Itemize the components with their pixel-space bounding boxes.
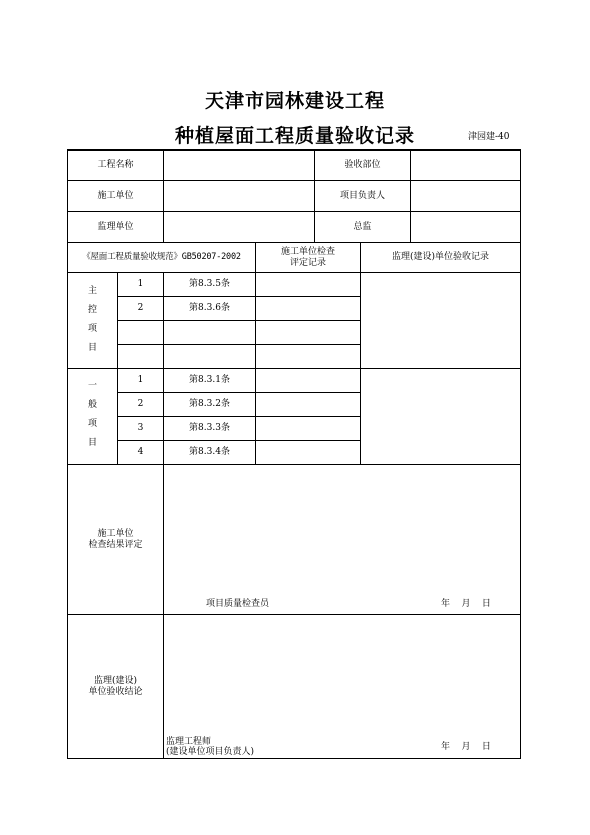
general-row-2-no: 2 (137, 399, 144, 409)
general-row-4-check[interactable] (256, 441, 360, 464)
construction-check-header: 施工单位检查 评定记录 (280, 246, 335, 268)
supervisor-result-area[interactable] (164, 615, 520, 733)
chief-supervisor-field[interactable] (411, 212, 520, 242)
general-row-4-no: 4 (137, 447, 144, 457)
general-row-3-no: 3 (137, 423, 144, 433)
main-row-1-no: 1 (137, 279, 144, 289)
main-row-3-no (118, 321, 163, 344)
construction-result-label: 施工单位 检查结果评定 (88, 528, 143, 550)
main-row-1-clause: 第8.3.5条 (189, 279, 230, 289)
quality-inspector-label: 项目质量检查员 (206, 599, 270, 609)
form-subtitle: 种植屋面工程质量验收记录 (174, 125, 415, 147)
acceptance-part-field[interactable] (411, 151, 520, 180)
constructor-label: 施工单位 (97, 190, 134, 201)
general-row-2-check[interactable] (256, 393, 360, 416)
project-name-field[interactable] (164, 151, 314, 180)
acceptance-part-label: 验收部位 (344, 160, 381, 170)
chief-supervisor-label: 总监 (353, 221, 372, 232)
general-row-1-clause: 第8.3.1条 (189, 375, 230, 385)
general-label: 一 般 项 目 (87, 381, 97, 448)
general-row-4-clause: 第8.3.4条 (189, 447, 230, 457)
main-row-2-check[interactable] (256, 297, 360, 320)
construction-result-area[interactable] (164, 465, 520, 595)
project-manager-label: 项目负责人 (339, 190, 385, 201)
project-name-label: 工程名称 (97, 160, 134, 170)
main-supervisor-record[interactable] (361, 273, 520, 368)
general-row-1-no: 1 (137, 375, 144, 385)
main-row-1-check[interactable] (256, 273, 360, 296)
supervision-engineer-label: 监理工程师 (建设单位项目负责人) (166, 737, 255, 757)
form-code: 津园建-40 (468, 132, 510, 142)
main-row-2-no: 2 (137, 303, 144, 313)
general-row-3-check[interactable] (256, 417, 360, 440)
construction-date: 年 月 日 (441, 599, 491, 609)
supervisor-result-label: 监理(建设) 单位验收结论 (88, 675, 143, 697)
main-row-4-check[interactable] (256, 345, 360, 368)
spec-label: 《屋面工程质量验收规范》GB50207-2002 (82, 252, 241, 262)
main-row-3-clause (164, 321, 255, 344)
main-row-4-clause (164, 345, 255, 368)
main-row-2-clause: 第8.3.6条 (189, 303, 230, 313)
main-control-label: 主 控 项 目 (87, 286, 97, 353)
general-row-3-clause: 第8.3.3条 (189, 423, 230, 433)
supervisor-check-header: 监理(建设)单位验收记录 (391, 252, 490, 262)
general-supervisor-record[interactable] (361, 369, 520, 464)
main-row-3-check[interactable] (256, 321, 360, 344)
general-row-2-clause: 第8.3.2条 (189, 399, 230, 409)
project-manager-field[interactable] (411, 181, 520, 211)
supervisor-date: 年 月 日 (441, 742, 491, 752)
main-row-4-no (118, 345, 163, 368)
general-row-1-check[interactable] (256, 369, 360, 392)
form-title: 天津市园林建设工程 (204, 90, 385, 112)
supervisor-unit-label: 监理单位 (97, 221, 134, 232)
constructor-field[interactable] (164, 181, 314, 211)
supervisor-unit-field[interactable] (164, 212, 314, 242)
